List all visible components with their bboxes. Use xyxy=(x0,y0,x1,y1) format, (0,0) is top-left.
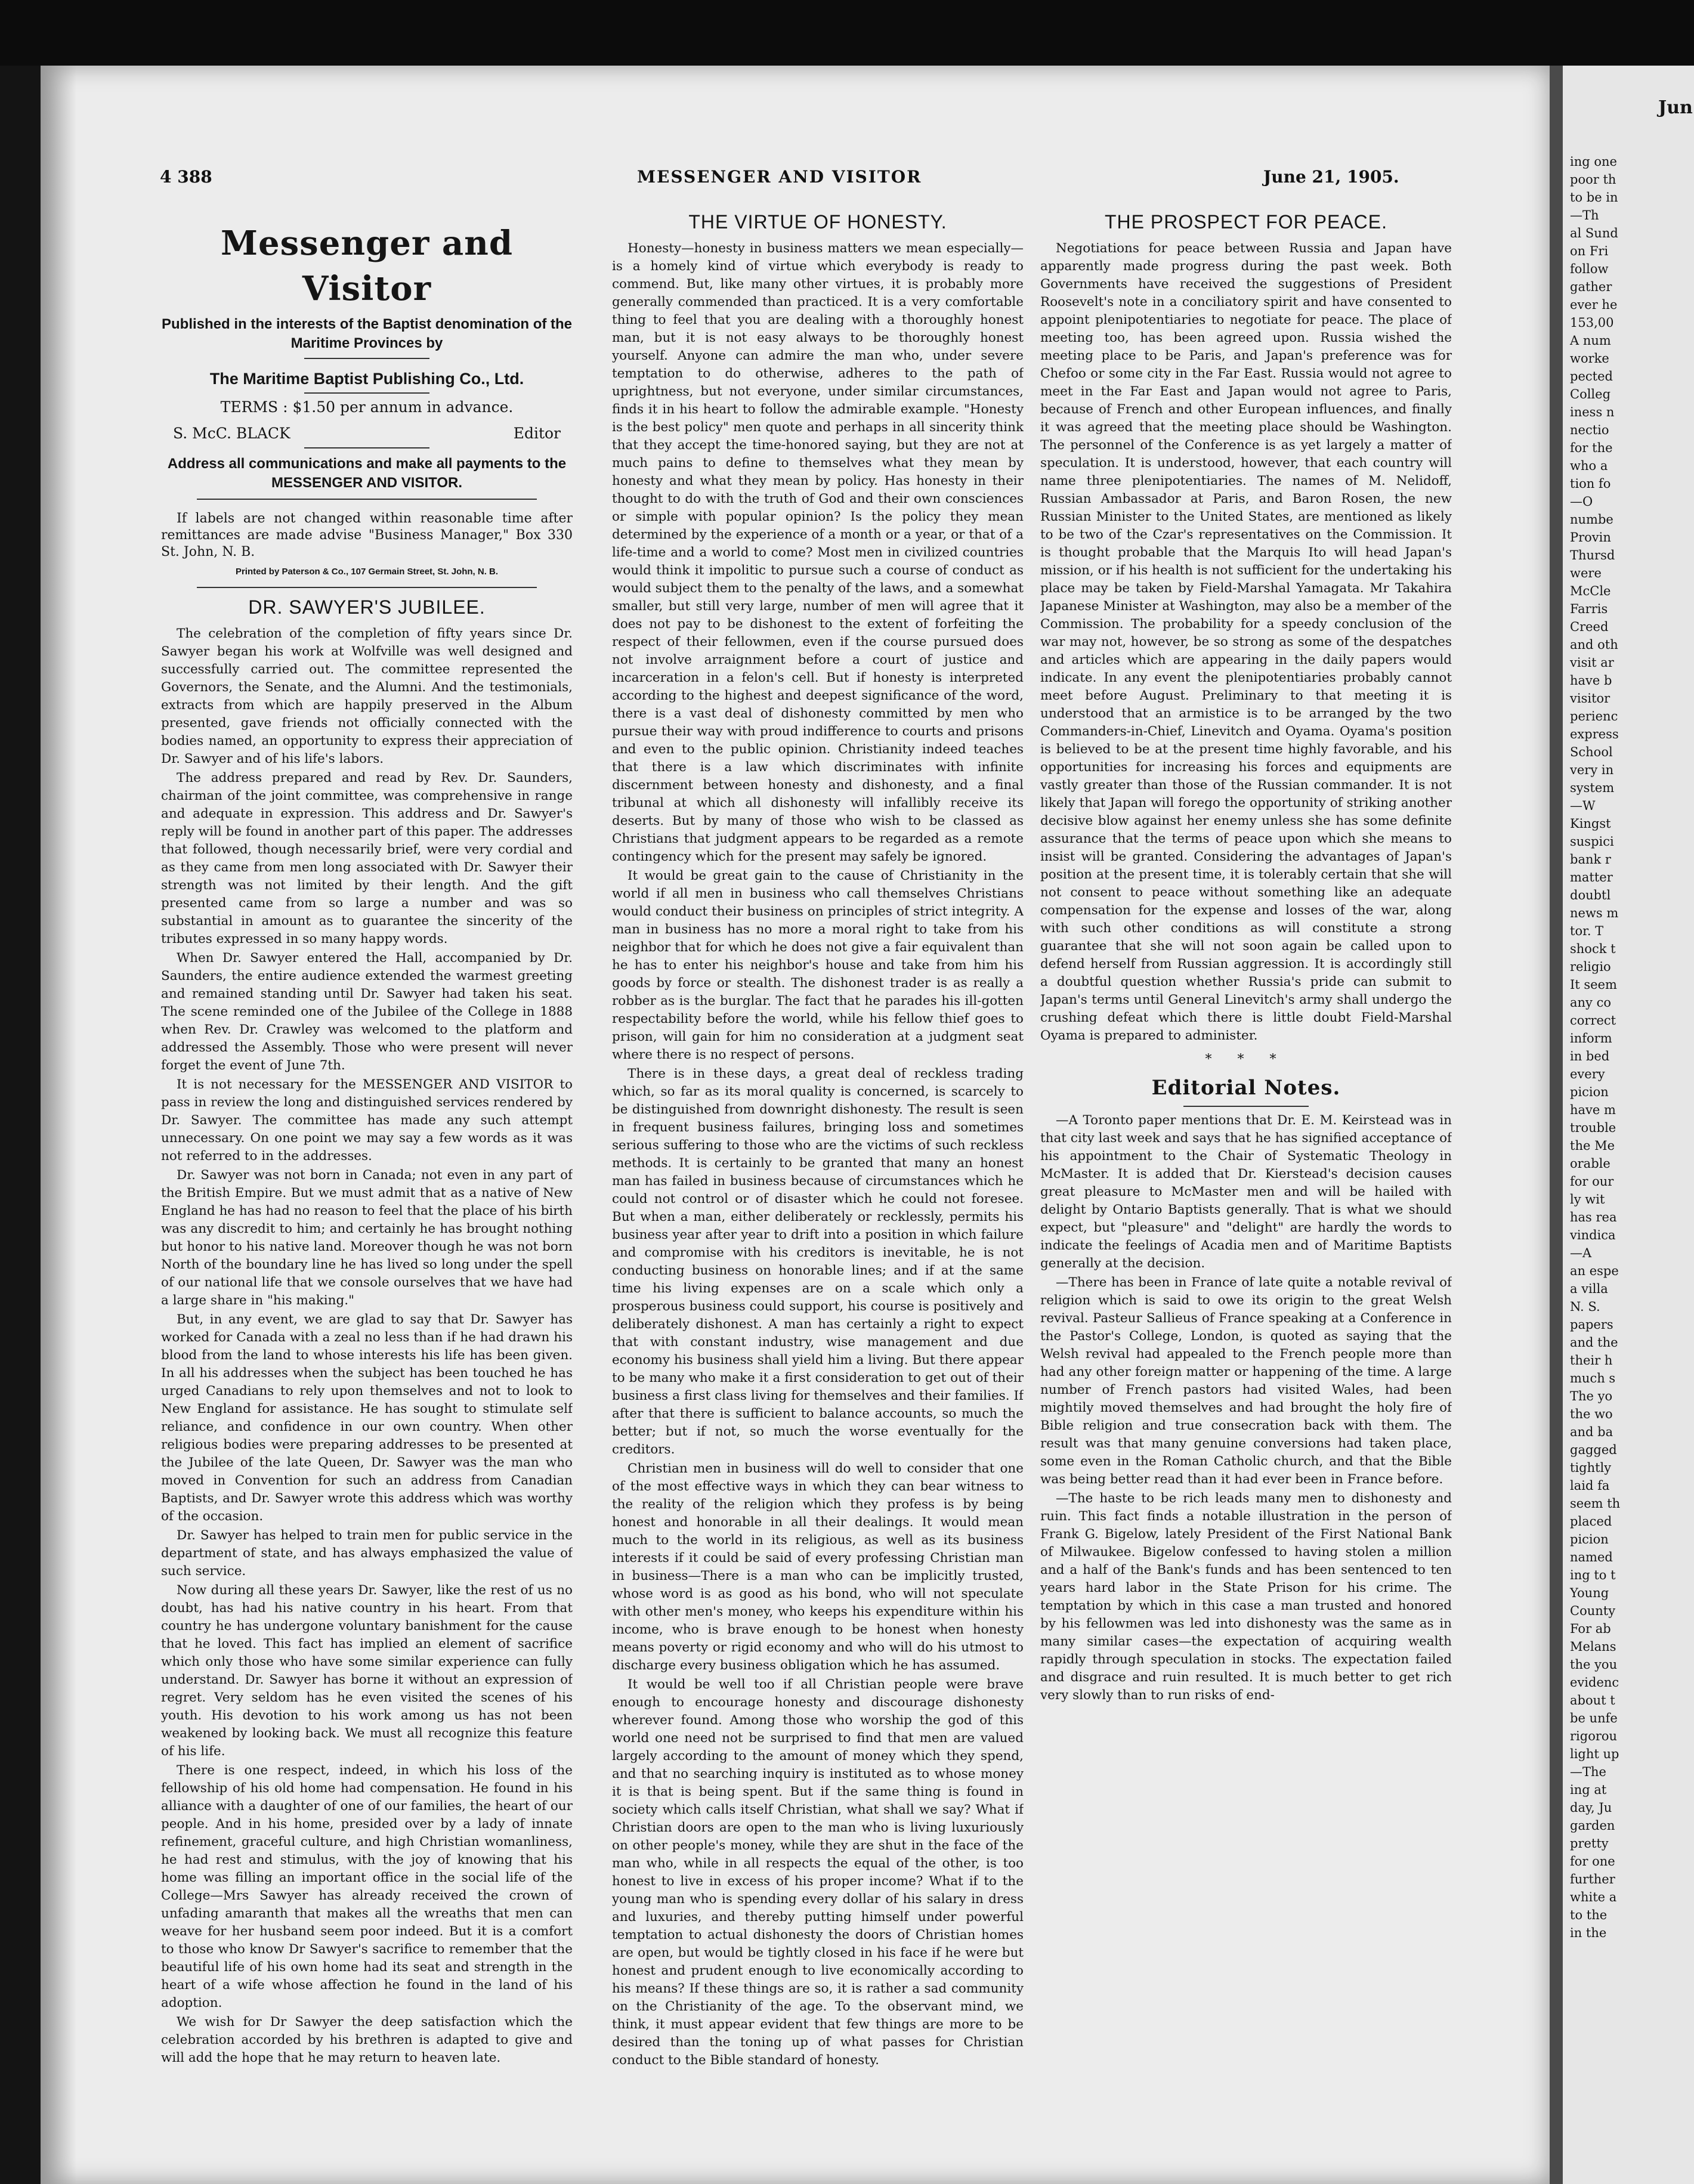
adjacent-page-line: to the xyxy=(1570,1908,1608,1922)
adjacent-page-line: a villa xyxy=(1570,1282,1608,1296)
adjacent-page-line: shock t xyxy=(1570,942,1616,956)
adjacent-page-line: visit ar xyxy=(1570,655,1614,670)
adjacent-page-line: for the xyxy=(1570,441,1613,455)
labels-notice: If labels are not changed within reasonable time after remittances are made advise "Business Manager," Box 330 St. John, N. B. xyxy=(161,511,573,559)
issue-date: June 21, 1905. xyxy=(1263,167,1399,187)
divider xyxy=(304,447,429,448)
adjacent-page-line: ing to t xyxy=(1570,1568,1616,1582)
adjacent-page-line: seem th xyxy=(1570,1496,1621,1511)
adjacent-page-line: gather xyxy=(1570,280,1612,294)
adjacent-page-line: matter xyxy=(1570,870,1613,884)
column-3 xyxy=(1040,203,1452,2135)
adjacent-page-line: day, Ju xyxy=(1570,1801,1612,1815)
editor-name: S. McC. BLACK xyxy=(173,425,290,442)
article-paragraph: We wish for Dr Sawyer the deep satisfaction which the celebration accorded by his brethren is adapted to give and will add the hope that he may return to heaven late. xyxy=(161,2015,573,2065)
divider xyxy=(304,358,429,359)
adjacent-page-line: It seem xyxy=(1570,977,1617,992)
adjacent-page-line: for our xyxy=(1570,1174,1614,1189)
adjacent-page-line: every xyxy=(1570,1067,1605,1081)
article-paragraph: When Dr. Sawyer entered the Hall, accompanied by Dr. Saunders, the entire audience extended the warmest greeting and remained standing until Dr. Sawyer had taken his seat. The scene reminded one of the Jubilee of the College in 1888 when Rev. Dr. Crawley was welcomed to the platform and addressed the Assembly. Those who were present will never forget the event of June 7th. xyxy=(161,951,573,1073)
adjacent-page-line: correct xyxy=(1570,1013,1616,1028)
adjacent-page-line: A num xyxy=(1570,333,1611,348)
adjacent-page-line: perienc xyxy=(1570,709,1618,723)
printer-line: Printed by Paterson & Co., 107 Germain Street, St. John, N. B. xyxy=(235,567,499,577)
adjacent-page-line: Melans xyxy=(1570,1639,1616,1654)
article-paragraph: There is in these days, a great deal of reckless trading which, so far as its moral quality is concerned, is scarcely to be distinguished from downright dishonesty. The result is seen in frequent business failures, bringing loss and sometimes serious suffering to those who are the victims of such reckless methods. It is certainly to be granted that many an honest man has failed in business because of circumstances which he could not control or of disaster which he could not foresee. But when a man, either deliberately or recklessly, permits his business year after year to drift into a position in which failure and compromise with his creditors is inevitable, he is not conducting business on honorable lines; and if at the same time his living expenses are on a scale which only a prosperous business could support, his course is positively and deliberately dishonest. A man has certainly a right to expect that with constant industry, wise management and due economy his business shall yield him a living. But there appear to be many who make it a first consideration to get out of their business a first class living for themselves and their families. If after that there is sufficient to balance accounts, so much the better; but if not, so much the worse eventually for the creditors. xyxy=(612,1066,1024,1457)
adjacent-page-line: white a xyxy=(1570,1890,1617,1904)
adjacent-page-line: vindica xyxy=(1570,1228,1616,1242)
adjacent-page-line: —W xyxy=(1570,799,1596,813)
adjacent-page-line: placed xyxy=(1570,1514,1612,1529)
article-paragraph: —The haste to be rich leads many men to dishonesty and ruin. This fact finds a notable illustration in the person of Frank G. Bigelow, lately President of the First National Bank of Milwaukee. Bigelow confessed to having stolen a million and a half of the Bank's funds and has been sentenced to ten years hard labor in the State Prison for his crime. The temptation by which in this case a man trusted and honored by his fellowmen was led into dishonesty was the same as in many similar cases—the expectation of acquiring wealth rapidly through speculation in stocks. The expectation failed and disgrace and ruin resulted. It is much better to get rich very slowly than to run risks of end- xyxy=(1040,1491,1452,1703)
adjacent-page-line: —O xyxy=(1570,494,1593,509)
adjacent-page-line: religio xyxy=(1570,960,1611,974)
article-paragraph: It would be well too if all Christian people were brave enough to encourage honesty and discourage dishonesty wherever found. Among those who worship the god of this world one need not be surprised to find that men are valued largely according to the amount of money which they spend, and that no searching inquiry is instituted as to whose money it is that is being spent. But if the same thing is found in society which calls itself Christian, what shall we say? What if Christian doors are open to the man who is living luxuriously on other people's money, while they are shut in the face of the man who, while in all respects the equal of the other, is too honest to live in excess of his proper income? What if to the young man who is spending every dollar of his salary in dress and luxuries, and thereby putting himself under powerful temptation to actual dishonesty the doors of Christian homes are open, but would be tightly closed in his face if he were but honest and prudent enough to live economically according to his means? If these things are so, it is rather a sad community on the Christianity of the age. To the observant mind, we think, it must appear evident that few things are more to be desired than the toning up of what passes for Christian conduct to the Bible standard of honesty. xyxy=(612,1677,1024,2068)
adjacent-page-line: worke xyxy=(1570,351,1609,366)
adjacent-page-line: in bed xyxy=(1570,1049,1610,1063)
adjacent-page-line: poor th xyxy=(1570,172,1616,187)
article-paragraph: There is one respect, indeed, in which his loss of the fellowship of his old home had compensation. He found in his alliance with a daughter of one of our families, the heart of our people. And in his home, presided over by a lady of innate refinement, graceful culture, and high Christian womanliness, he had rest and stimulus, with the joy of knowing that his home was filling an important office in the social life of the College—Mrs Sawyer has already received the crown of unfading amaranth that makes all the wreaths that men can weave for her husband seem poor indeed. But it is a comfort to those who know Dr Sawyer's sacrifice to remember that the beautiful life of his own home had its seat and strength in the heart of a wife whose affection he found in the land of his adoption. xyxy=(161,1763,573,2010)
editor-line xyxy=(173,425,561,443)
adjacent-page-line: further xyxy=(1570,1872,1615,1886)
adjacent-page-line: be unfe xyxy=(1570,1711,1618,1725)
adjacent-page-line: for one xyxy=(1570,1854,1615,1869)
divider xyxy=(1183,1106,1309,1107)
adjacent-page-line: tion fo xyxy=(1570,477,1611,491)
adjacent-page-line: evidenc xyxy=(1570,1675,1619,1690)
adjacent-page-line: laid fa xyxy=(1570,1478,1610,1493)
adjacent-page-line: —Th xyxy=(1570,208,1599,222)
adjacent-page-line: in the xyxy=(1570,1926,1607,1940)
adjacent-page-line: an espe xyxy=(1570,1264,1619,1278)
article-paragraph: It is not necessary for the MESSENGER AND VISITOR to pass in review the long and distinguished services rendered by Dr. Sawyer. The committee has made any such attempt unnecessary. On one point we may say a few words as it was not referred to in the addresses. xyxy=(161,1077,573,1164)
divider xyxy=(197,499,537,500)
adjacent-page-line: who a xyxy=(1570,459,1608,473)
adjacent-page-line: doubtl xyxy=(1570,888,1611,902)
editor-title: Editor xyxy=(513,425,561,442)
adjacent-page-line: the you xyxy=(1570,1657,1618,1672)
running-masthead: MESSENGER AND VISITOR xyxy=(637,167,922,187)
adjacent-page-line: news m xyxy=(1570,906,1619,920)
adjacent-page-line: Creed xyxy=(1570,620,1609,634)
article-paragraph: The address prepared and read by Rev. Dr. Saunders, chairman of the joint committee, was comprehensive in range and adequate in expression. This address and Dr. Sawyer's reply will be found in another part of this paper. The addresses that followed, though necessarily brief, were very cordial and as they came from men long associated with Dr. Sawyer their strength was not limited by their length. And the gift presented came from so large a number and was so substantial in amount as to guarantee the sincerity of the tributes expressed in so many happy words. xyxy=(161,771,573,946)
adjacent-page-line: N. S. xyxy=(1570,1300,1600,1314)
adjacent-page-line: the Me xyxy=(1570,1139,1615,1153)
scan-border xyxy=(0,0,1694,66)
adjacent-page-line: —The xyxy=(1570,1765,1606,1779)
adjacent-page-line: express xyxy=(1570,727,1619,741)
adjacent-page-line: gagged xyxy=(1570,1443,1617,1457)
subscription-terms: TERMS : $1.50 per annum in advance. xyxy=(220,398,514,416)
column-1 xyxy=(161,203,573,2135)
article-paragraph: —There has been in France of late quite a notable revival of religion which is said to owe its origin to the great Welsh revival. Pasteur Sallieus of France speaking at a Conference in the Pastor's College, London, is quoted as saying that the Welsh revival had appealed to the French people more than had any other foreign matter or happening of the time. A large number of French pastors had visited Wales, had been mightily moved themselves and had brought the holy fire of Bible religion and true consecration back with them. The result was that many genuine conversions had taken place, some even in the Roman Catholic church, and that the Bible was being better read than it had ever been in France before. xyxy=(1040,1275,1452,1487)
adjacent-page-line: For ab xyxy=(1570,1622,1611,1636)
adjacent-page-line: papers xyxy=(1570,1317,1613,1332)
adjacent-page-line: system xyxy=(1570,781,1615,795)
adjacent-page-line: suspici xyxy=(1570,834,1614,849)
adjacent-page-line: about t xyxy=(1570,1693,1615,1707)
divider xyxy=(197,587,537,588)
adjacent-page-line: Provin xyxy=(1570,530,1611,545)
headline-virtue-of-honesty: THE VIRTUE OF HONESTY. xyxy=(688,211,947,233)
running-header xyxy=(41,167,1550,197)
adjacent-page-line: light up xyxy=(1570,1747,1619,1761)
newspaper-page xyxy=(41,66,1550,2184)
article-paragraph: Dr. Sawyer was not born in Canada; not even in any part of the British Empire. But we must admit that as a native of New England he has had no reason to feel that the place of his birth was any discredit to him; and certainly he has brought nothing but honor to his native land. Moreover though he was not born North of the boundary line he has lived so long under the spell of our national life that we console ourselves that we have had a large share in "his making." xyxy=(161,1168,573,1308)
adjacent-page-line: al Sund xyxy=(1570,226,1618,240)
adjacent-page-line: named xyxy=(1570,1550,1613,1564)
adjacent-page-line: Farris xyxy=(1570,602,1608,616)
adjacent-page-line: very in xyxy=(1570,763,1614,777)
adjacent-page-line: bank r xyxy=(1570,852,1611,867)
adjacent-page-line: Young xyxy=(1570,1586,1609,1600)
page-number: 4 388 xyxy=(160,167,212,187)
adjacent-page-line: picion xyxy=(1570,1532,1609,1546)
masthead-subtitle: Published in the interests of the Baptist denomination of the Maritime Provinces by xyxy=(161,316,573,351)
article-paragraph: Negotiations for peace between Russia and Japan have apparently made progress during the past week. Both Governments have received the suggestions of President Roosevelt's note in a conciliatory spirit and have consented to appoint plenipotentiaries to negotiate for peace. The place of meeting too, has been agreed upon. Russia wished the meeting place to be Paris, and Japan's preference was for Chefoo or some city in the Far East. Russia would not agree to meet in the Far East and Japan would not agree to Paris, because of French and other European influences, and finally it was agreed that the meeting place should be Washington. The personnel of the Conference is as yet largely a matter of speculation. It is understood, however, that each country will name three plenipotentiaries. The names of M. Nelidoff, Russian Ambassador at Paris, and Baron Rosen, the new Russian Minister to the United States, are mentioned as likely to be two of the Czar's representatives on the Commission. It is thought probable that the Marquis Ito will head Japan's mission, or if his health is not sufficient for the undertaking his place may be taken by Field-Marshal Yamagata. Mr Takahira Japanese Minister at Washington, may also be a member of the Commission. The probability for a speedy conclusion of the war may not, however, be so strong as some of the despatches and articles which are appearing in the daily papers would indicate. In any event the plenipotentiaries probably cannot meet before August. Preliminary to that meeting it is understood that an armistice is to be arranged by the two Commanders-in-Chief, Linevitch and Oyama. Oyama's position is believed to be at the present time highly favorable, and his opportunities for increasing his forces and equipments are vastly greater than those of the Russian commander. It is not likely that Japan will forego the opportunity of striking another decisive blow against her enemy unless she has some definite assurance that the terms of peace upon which she means to insist will be granted. Considering the advantages of Japan's position at the present time, it is tolerably certain that she will not consent to peace without something like an adequate compensation for the expense and losses of the war, along with such other conditions as will constitute a strong guarantee that she will not soon again be called upon to defend herself from Russian aggression. It is accordingly still a doubtful question whether Russia's pride can submit to Japan's terms until General Linevitch's army shall undergo the crushing defeat which there is little doubt Field-Marshal Oyama is prepared to administer. xyxy=(1040,241,1452,1043)
article-paragraph: But, in any event, we are glad to say that Dr. Sawyer has worked for Canada with a zeal no less than if he had drawn his blood from the land to whose interests his life has been given. In all his addresses when the subject has been touched he has urged Canadians to rely upon themselves and not to look to New England for assistance. He has sought to stimulate self reliance, and confidence in our own country. When other religious bodies were preparing addresses to be presented at the Jubilee of the late Queen, Dr. Sawyer was the man who moved in Convention for such an address from Canadian Baptists, and Dr. Sawyer wrote this address which was worthy of the occasion. xyxy=(161,1312,573,1524)
adjacent-page-line: School xyxy=(1570,745,1613,759)
adjacent-page-line: any co xyxy=(1570,995,1611,1010)
adjacent-page-fragment xyxy=(1563,66,1694,2184)
adjacent-page-line: pected xyxy=(1570,369,1613,383)
adjacent-page-line: ever he xyxy=(1570,298,1618,312)
headline-prospect-for-peace: THE PROSPECT FOR PEACE. xyxy=(1104,211,1388,233)
adjacent-page-line: have b xyxy=(1570,673,1612,688)
adjacent-page-line: McCle xyxy=(1570,584,1611,598)
adjacent-page-line: ing one xyxy=(1570,154,1617,169)
adjacent-page-line: rigorou xyxy=(1570,1729,1618,1743)
adjacent-page-line: —A xyxy=(1570,1246,1592,1260)
adjacent-page-line: the wo xyxy=(1570,1407,1613,1421)
adjacent-page-line: on Fri xyxy=(1570,244,1609,258)
adjacent-page-line: The yo xyxy=(1570,1389,1613,1403)
adjacent-page-line: and ba xyxy=(1570,1425,1613,1439)
article-paragraph: Dr. Sawyer has helped to train men for public service in the department of state, and has always emphasized the value of such service. xyxy=(161,1528,573,1579)
adjacent-page-line: ly wit xyxy=(1570,1192,1605,1207)
adjacent-page-line: to be in xyxy=(1570,190,1618,205)
adjacent-page-line: have m xyxy=(1570,1103,1616,1117)
adjacent-page-heading: Jun xyxy=(1658,97,1693,118)
adjacent-page-line: nectio xyxy=(1570,423,1609,437)
adjacent-page-line: 153,00 xyxy=(1570,315,1614,330)
article-paragraph: —A Toronto paper mentions that Dr. E. M. Keirstead was in that city last week and says that he has signified acceptance of his appointment to the Chair of Systematic Theology in McMaster. It is added that Dr. Kierstead's decision causes great pleasure to McMaster men and will be hailed with delight by Ontario Baptists generally. That is what we should expect, but "pleasure" and "delight" are hardly the words to indicate the feelings of Acadia men and of Maritime Baptists generally at the decision. xyxy=(1040,1113,1452,1271)
article-paragraph: The celebration of the completion of fifty years since Dr. Sawyer began his work at Wolfville was well designed and successfully carried out. The committee represented the Governors, the Senate, and the Alumni. And the testimonials, extracts from which are happily preserved in the Album presented, gave friends not officially connected with the bodies named, an opportunity to express their appreciation of Dr. Sawyer and of his life's labors. xyxy=(161,626,573,766)
page-gutter xyxy=(1550,66,1563,2184)
adjacent-page-line: and oth xyxy=(1570,638,1618,652)
adjacent-page-line: trouble xyxy=(1570,1121,1616,1135)
adjacent-page-line: Kingst xyxy=(1570,816,1611,831)
article-paragraph: Now during all these years Dr. Sawyer, like the rest of us no doubt, has had his native country in his heart. From that country he has undergone voluntary banishment for the cause that he loved. This fact has implied an element of sacrifice which only those who have some similar experience can fully understand. Dr. Sawyer has borne it without an expression of regret. Very seldom has he even visited the scenes of his youth. His devotion to his work among us has not been weakened by looking back. We must all recognize this feature of his life. xyxy=(161,1583,573,1759)
adjacent-page-line: ing at xyxy=(1570,1783,1607,1797)
article-paragraph: Christian men in business will do well to consider that one of the most effective ways in which they can bear witness to the reality of the religion which they profess is by being honest and honorable in all their dealings. It would mean much to the world in its religious, as well as its business interests if it could be said of every professing Christian man in business—There is a man who can be implicitly trusted, whose word is as good as his bond, who will not speculate with other men's money, who keeps his expenditure within his income, who is brave enough to be honest when honesty means poverty or rigid economy and who will do his utmost to discharge every business obligation which he has assumed. xyxy=(612,1461,1024,1673)
adjacent-page-line: County xyxy=(1570,1604,1616,1618)
divider xyxy=(304,392,429,394)
headline-editorial-notes: Editorial Notes. xyxy=(1151,1076,1341,1100)
address-notice: Address all communications and make all payments to the MESSENGER AND VISITOR. xyxy=(167,456,567,491)
publisher-name: The Maritime Baptist Publishing Co., Ltd. xyxy=(209,370,524,388)
adjacent-page-line: iness n xyxy=(1570,405,1615,419)
adjacent-page-line: garden xyxy=(1570,1818,1615,1833)
adjacent-page-line: their h xyxy=(1570,1353,1613,1368)
adjacent-page-line: tightly xyxy=(1570,1461,1612,1475)
adjacent-page-line: pretty xyxy=(1570,1836,1609,1851)
article-paragraph: It would be great gain to the cause of Christianity in the world if all men in business who call themselves Christians would conduct their business on principles of strict integrity. A man in business has no more a moral right to take from his neighbor that for which he does not give a fair equivalent than he has to enter his neighbor's house and take from him his goods by force or stealth. The dishonest trader is as really a robber as is the burglar. The fact that he parades his ill-gotten respectability before the world, while his fellow thief goes to prison, will gain for him no consideration at a judgment seat where there is no respect of persons. xyxy=(612,868,1024,1062)
adjacent-page-line: has rea xyxy=(1570,1210,1617,1224)
adjacent-page-line: were xyxy=(1570,566,1602,580)
adjacent-page-line: Thursd xyxy=(1570,548,1615,562)
adjacent-page-line: follow xyxy=(1570,262,1609,276)
masthead-title: Messenger and Visitor xyxy=(221,224,513,308)
adjacent-page-line: inform xyxy=(1570,1031,1612,1045)
column-2 xyxy=(612,203,1024,2135)
adjacent-page-line: visitor xyxy=(1570,691,1610,706)
adjacent-page-line: orable xyxy=(1570,1156,1610,1171)
adjacent-page-lines xyxy=(1563,153,1694,1942)
adjacent-page-line: numbe xyxy=(1570,512,1613,527)
section-separator: * * * xyxy=(1205,1052,1287,1067)
adjacent-page-line: and the xyxy=(1570,1335,1618,1350)
adjacent-page-line: picion xyxy=(1570,1085,1609,1099)
headline-sawyer-jubilee: DR. SAWYER'S JUBILEE. xyxy=(248,596,486,618)
adjacent-page-line: tor. T xyxy=(1570,924,1604,938)
adjacent-page-line: Colleg xyxy=(1570,387,1611,401)
adjacent-page-line: much s xyxy=(1570,1371,1616,1385)
article-paragraph: Honesty—honesty in business matters we mean especially—is a homely kind of virtue which everybody is ready to commend. But, like many other virtues, it is probably more generally commended than practiced. It is a very comfortable thing to feel that you are dealing with a thoroughly honest man, but it is not easy always to be thoroughly honest yourself. Anyone can admire the man who, under severe temptation to do otherwise, adheres to the path of uprightness, but not everyone, under similar circumstances, finds it in his heart to follow the admirable example. "Honesty is the best policy" men quote and perhaps in all sincerity think that they accept the time-honored saying, but they are not at much pains to define to themselves what they mean by honesty and what they mean by policy. Has honesty in their thought to do with the truth of God and their own consciences or simple with popular opinion? Is the policy they mean determined by the experience of a month or a year, or that of a life-time and a world to come? Most men in civilized countries would think it impolitic to pursue such a course of conduct as would subject them to the penalty of the laws, and a somewhat smaller, but still very large, number of men will agree that it does not pay to be dishonest to the extent of forfeiting the respect of their fellowmen, even if the course pursued does not involve arraignment before a court of justice and incarceration in a felon's cell. But if honesty is interpreted according to the highest and deepest significance of the word, there is a vast deal of dishonesty committed by men who pursue their way with proud indifference to courts and prisons and even to the public opinion. Christianity indeed teaches that there is a law which discriminates with infinite discernment between honesty and dishonesty, and a final tribunal at which all dishonesty will infallibly receive its deserts. But by many of those who wish to be classed as Christians that judgment appears to be regarded as a remote contingency which for the present may safely be ignored. xyxy=(612,241,1024,864)
